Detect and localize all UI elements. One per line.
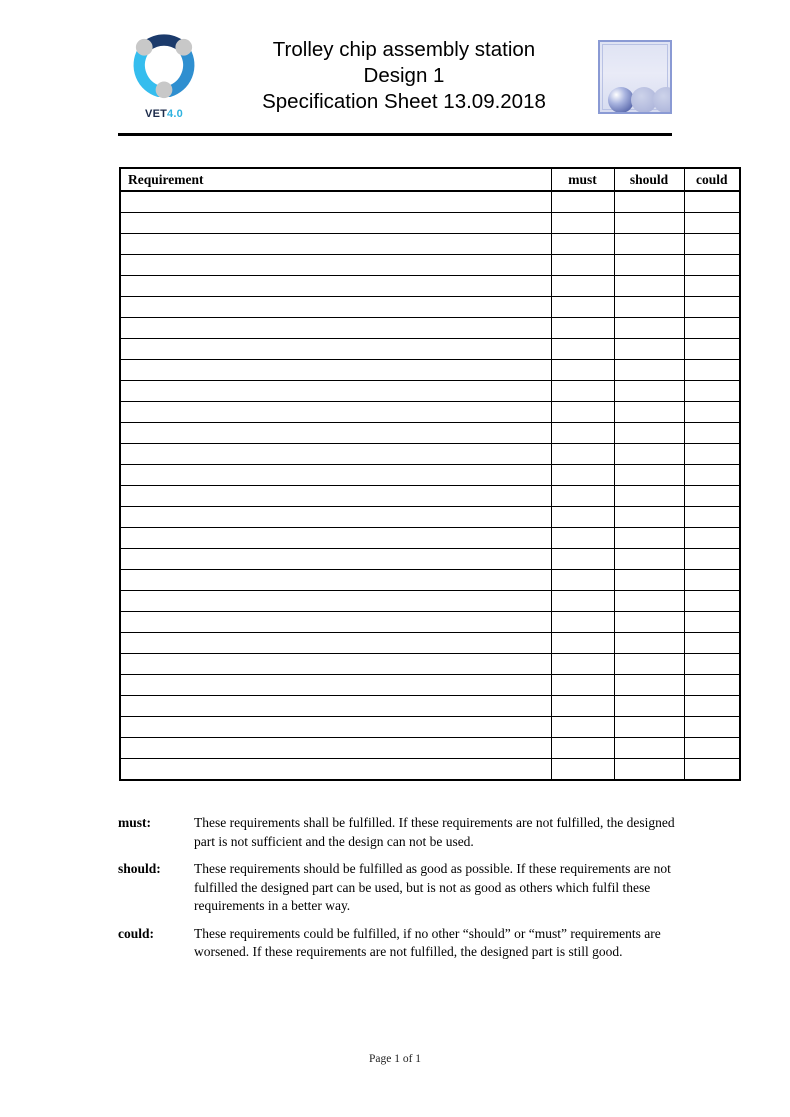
table-cell-must[interactable] [551,654,614,675]
table-row[interactable] [120,759,740,781]
column-header-should: should [614,168,684,191]
table-cell-requirement[interactable] [120,297,551,318]
table-cell-should[interactable] [614,738,684,759]
table-cell-must[interactable] [551,591,614,612]
table-cell-should[interactable] [614,612,684,633]
table-row[interactable] [120,507,740,528]
table-cell-could[interactable] [684,465,740,486]
table-cell-should[interactable] [614,381,684,402]
table-cell-could[interactable] [684,339,740,360]
table-cell-requirement[interactable] [120,465,551,486]
table-row[interactable] [120,465,740,486]
legend-term-should: should: [118,861,161,876]
table-cell-could[interactable] [684,381,740,402]
table-header-row [120,168,740,191]
table-cell-could[interactable] [684,570,740,591]
table-row[interactable] [120,339,740,360]
table-cell-should[interactable] [614,675,684,696]
table-cell-must[interactable] [551,318,614,339]
table-cell-must[interactable] [551,297,614,318]
table-cell-could[interactable] [684,549,740,570]
table-row[interactable] [120,234,740,255]
table-row[interactable] [120,444,740,465]
table-cell-could[interactable] [684,675,740,696]
table-cell-should[interactable] [614,360,684,381]
legend-definition-should: These requirements should be fulfilled as good as possible. If these requirements are not fulfilled the designed part can be used, but is not as good as others which fulfil these requirements in a better way. [194,861,671,913]
table-cell-must[interactable] [551,213,614,234]
table-cell-requirement[interactable] [120,591,551,612]
table-cell-requirement[interactable] [120,255,551,276]
table-cell-could[interactable] [684,276,740,297]
table-cell-must[interactable] [551,528,614,549]
page-indicator: Page 1 of 1 [368,1053,422,1065]
table-cell-requirement[interactable] [120,675,551,696]
table-row[interactable] [120,423,740,444]
table-row[interactable] [120,654,740,675]
table-cell-could[interactable] [684,191,740,213]
table-cell-could[interactable] [684,234,740,255]
legend-item-could [118,925,678,962]
table-cell-must[interactable] [551,507,614,528]
table-cell-must[interactable] [551,234,614,255]
table-cell-should[interactable] [614,318,684,339]
table-cell-could[interactable] [684,297,740,318]
table-cell-should[interactable] [614,654,684,675]
table-cell-requirement[interactable] [120,549,551,570]
table-cell-requirement[interactable] [120,696,551,717]
table-cell-should[interactable] [614,444,684,465]
table-cell-must[interactable] [551,738,614,759]
table-cell-must[interactable] [551,423,614,444]
table-cell-should[interactable] [614,402,684,423]
table-cell-must[interactable] [551,191,614,213]
table-cell-could[interactable] [684,654,740,675]
table-cell-must[interactable] [551,633,614,654]
legend-item-must [118,814,678,851]
table-cell-requirement[interactable] [120,717,551,738]
table-cell-requirement[interactable] [120,191,551,213]
table-cell-should[interactable] [614,696,684,717]
requirements-table-container [119,167,739,781]
table-cell-requirement[interactable] [120,360,551,381]
table-cell-could[interactable] [684,423,740,444]
table-cell-should[interactable] [614,759,684,781]
table-row[interactable] [120,717,740,738]
table-row[interactable] [120,738,740,759]
requirements-table [119,167,741,781]
vet40-ring-icon [126,29,202,105]
table-cell-should[interactable] [614,717,684,738]
table-cell-should[interactable] [614,423,684,444]
table-cell-must[interactable] [551,381,614,402]
table-cell-could[interactable] [684,444,740,465]
table-cell-requirement[interactable] [120,612,551,633]
table-cell-should[interactable] [614,486,684,507]
legend-item-should [118,860,678,916]
table-cell-should[interactable] [614,549,684,570]
table-row[interactable] [120,570,740,591]
table-cell-requirement[interactable] [120,528,551,549]
table-cell-could[interactable] [684,696,740,717]
table-cell-requirement[interactable] [120,318,551,339]
table-cell-could[interactable] [684,717,740,738]
legend-term-could: could: [118,925,155,941]
vet40-wordmark-main: VET [145,108,168,120]
table-cell-should[interactable] [614,191,684,213]
table-row[interactable] [120,612,740,633]
table-cell-requirement[interactable] [120,402,551,423]
table-cell-requirement[interactable] [120,654,551,675]
table-cell-could[interactable] [684,633,740,654]
table-cell-should[interactable] [614,465,684,486]
table-cell-requirement[interactable] [120,633,551,654]
column-header-could: could [684,168,740,191]
table-cell-should[interactable] [614,633,684,654]
table-row[interactable] [120,276,740,297]
legend-definition-could: These requirements could be fulfilled, if no other “should” or “must” requirements are worsened. If these requirements are not fulfilled, the designed part is still good. [194,925,661,959]
table-cell-could[interactable] [684,213,740,234]
table-cell-could[interactable] [684,759,740,781]
table-cell-must[interactable] [551,276,614,297]
table-cell-must[interactable] [551,360,614,381]
requirements-table-body [120,191,740,780]
table-cell-must[interactable] [551,402,614,423]
table-cell-must[interactable] [551,570,614,591]
table-cell-could[interactable] [684,528,740,549]
column-header-must: must [551,168,614,191]
table-row[interactable] [120,297,740,318]
table-cell-must[interactable] [551,612,614,633]
table-cell-could[interactable] [684,255,740,276]
table-cell-requirement[interactable] [120,738,551,759]
table-cell-could[interactable] [684,612,740,633]
table-cell-requirement[interactable] [120,339,551,360]
table-cell-could[interactable] [684,738,740,759]
priority-legend [118,814,678,971]
table-cell-could[interactable] [684,318,740,339]
table-cell-should[interactable] [614,213,684,234]
spheres-icon [600,42,670,112]
spheres-logo [598,40,672,114]
table-row[interactable] [120,591,740,612]
table-cell-should[interactable] [614,297,684,318]
table-cell-should[interactable] [614,507,684,528]
column-header-requirement: Requirement [120,168,551,191]
table-cell-must[interactable] [551,717,614,738]
vet40-wordmark [118,109,210,120]
table-cell-must[interactable] [551,759,614,781]
table-cell-requirement[interactable] [120,444,551,465]
page-title-line-2: Design 1 [363,64,445,87]
table-cell-could[interactable] [684,486,740,507]
table-cell-should[interactable] [614,276,684,297]
table-cell-could[interactable] [684,402,740,423]
table-row[interactable] [120,696,740,717]
table-row[interactable] [120,191,740,213]
document-header [118,22,672,132]
vet40-wordmark-accent: 4.0 [167,108,183,120]
table-cell-should[interactable] [614,339,684,360]
table-row[interactable] [120,360,740,381]
table-cell-requirement[interactable] [120,276,551,297]
table-row[interactable] [120,381,740,402]
table-cell-requirement[interactable] [120,381,551,402]
header-divider [118,133,672,136]
table-cell-must[interactable] [551,465,614,486]
page-footer [0,1053,790,1065]
table-cell-requirement[interactable] [120,213,551,234]
table-row[interactable] [120,318,740,339]
table-row[interactable] [120,549,740,570]
table-cell-must[interactable] [551,255,614,276]
table-cell-could[interactable] [684,507,740,528]
page-title [210,37,598,117]
table-cell-should[interactable] [614,528,684,549]
table-row[interactable] [120,675,740,696]
table-cell-should[interactable] [614,570,684,591]
table-cell-must[interactable] [551,444,614,465]
vet40-logo [118,25,210,129]
table-cell-should[interactable] [614,255,684,276]
table-cell-must[interactable] [551,549,614,570]
table-cell-requirement[interactable] [120,423,551,444]
table-cell-requirement[interactable] [120,234,551,255]
table-row[interactable] [120,213,740,234]
table-cell-requirement[interactable] [120,486,551,507]
table-cell-must[interactable] [551,675,614,696]
table-cell-requirement[interactable] [120,570,551,591]
page-title-line-3: Specification Sheet 13.09.2018 [262,90,546,113]
table-cell-requirement[interactable] [120,759,551,781]
page-title-line-1: Trolley chip assembly station [272,38,536,61]
table-cell-requirement[interactable] [120,507,551,528]
table-cell-should[interactable] [614,234,684,255]
table-cell-could[interactable] [684,591,740,612]
table-cell-should[interactable] [614,591,684,612]
table-cell-could[interactable] [684,360,740,381]
table-row[interactable] [120,633,740,654]
table-row[interactable] [120,255,740,276]
table-cell-must[interactable] [551,339,614,360]
legend-term-must: must: [118,815,151,830]
table-row[interactable] [120,402,740,423]
table-row[interactable] [120,528,740,549]
legend-definition-must: These requirements shall be fulfilled. If these requirements are not fulfilled, the designed part is not sufficient and the design can not be used. [194,815,675,849]
table-cell-must[interactable] [551,696,614,717]
table-cell-must[interactable] [551,486,614,507]
table-row[interactable] [120,486,740,507]
